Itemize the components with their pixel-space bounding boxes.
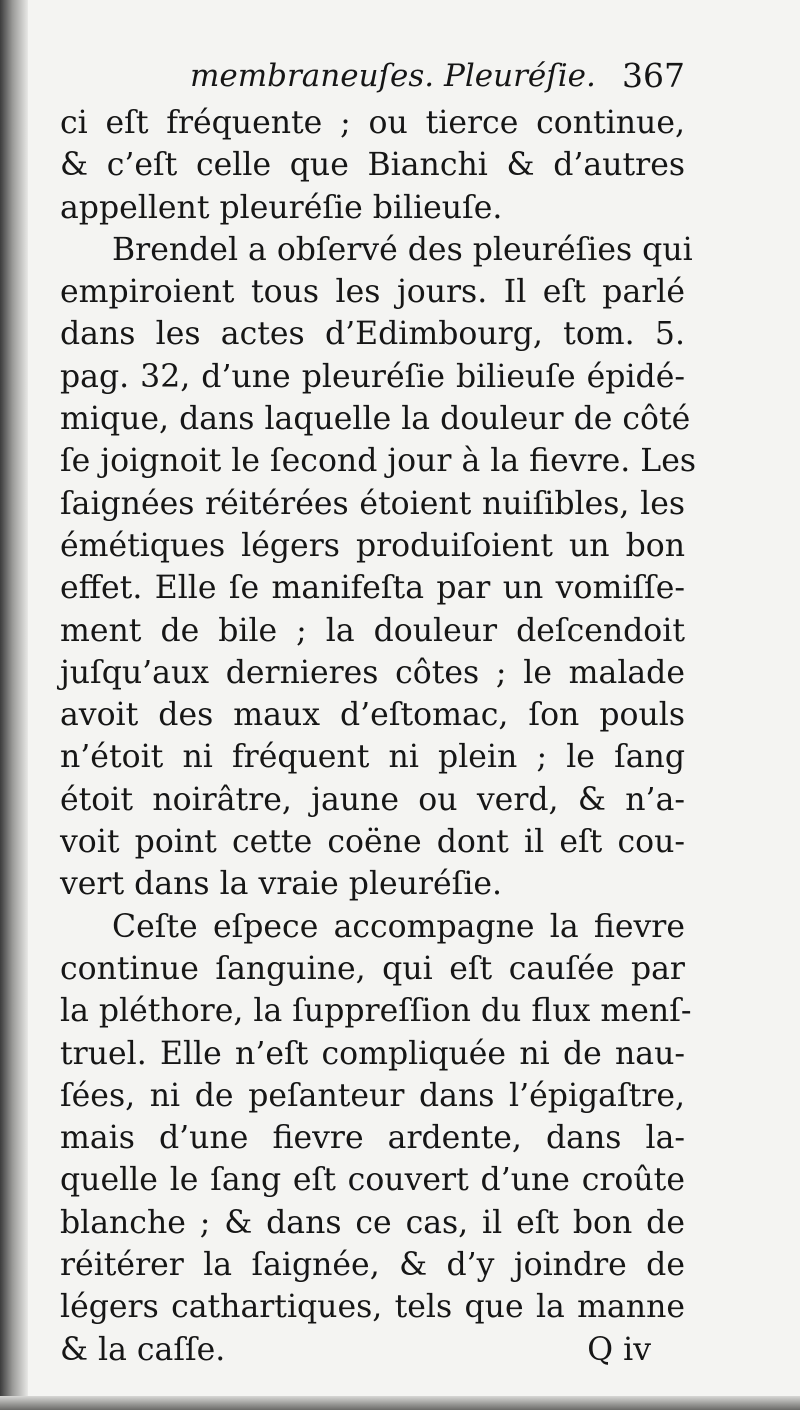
final-line bbox=[60, 1329, 685, 1371]
text-line: ſe joignoit le ſecond jour à la fievre. Les bbox=[60, 443, 697, 480]
last-text: & la caſſe. bbox=[60, 1331, 226, 1368]
text-line: mais d’une fievre ardente, dans la- bbox=[60, 1120, 685, 1157]
text-line: ci eſt fréquente ; ou tierce continue, bbox=[60, 105, 685, 141]
text-line: vert dans la vraie pleuréſie. bbox=[60, 866, 503, 903]
text-line: appellent pleuréſie bilieuſe. bbox=[60, 189, 503, 226]
running-header bbox=[60, 44, 685, 102]
text-line: empiroient tous les jours. Il eſt parlé bbox=[60, 274, 685, 311]
text-line: effet. Elle ſe manifeſta par un vomiſſe- bbox=[60, 570, 685, 607]
body-text bbox=[60, 102, 697, 1371]
text-line: ſaignées réitérées étoient nuiſibles, les bbox=[60, 485, 685, 522]
text-line: émétiques légers produiſoient un bon bbox=[60, 527, 685, 564]
text-line: mique, dans laquelle la douleur de côté bbox=[60, 401, 691, 438]
page-gutter-shadow bbox=[0, 0, 28, 1410]
page-bottom-shadow bbox=[0, 1396, 800, 1410]
signature-mark: Q iv bbox=[587, 1331, 651, 1368]
paragraph-start-line: Ceſte eſpece accompagne la fievre bbox=[112, 908, 685, 945]
text-line: & c’eſt celle que Bianchi & d’autres bbox=[60, 147, 685, 184]
text-line: pag. 32, d’une pleuréſie bilieuſe épidé- bbox=[60, 358, 685, 395]
text-line: ſées, ni de peſanteur dans l’épigaſtre, bbox=[60, 1077, 685, 1114]
text-line: voit point cette coëne dont il eſt cou- bbox=[60, 824, 685, 861]
running-title: membraneuſes. Pleuréſie. bbox=[190, 58, 596, 94]
text-line: étoit noirâtre, jaune ou verd, & n’a- bbox=[60, 781, 685, 818]
paragraph-start-line: Brendel a obſervé des pleuréſies qui bbox=[112, 231, 693, 268]
text-line: dans les actes d’Edimbourg, tom. 5. bbox=[60, 316, 685, 353]
text-line: légers cathartiques, tels que la manne bbox=[60, 1289, 685, 1326]
text-line: juſqu’aux dernieres côtes ; le malade bbox=[60, 654, 685, 691]
text-line: n’étoit ni fréquent ni plein ; le ſang bbox=[60, 739, 685, 776]
text-line: continue ſanguine, qui eſt cauſée par bbox=[60, 950, 685, 987]
text-line: truel. Elle n’eſt compliquée ni de nau- bbox=[60, 1035, 685, 1072]
text-line: avoit des maux d’eſtomac, ſon pouls bbox=[60, 697, 685, 734]
text-line: quelle le ſang eſt couvert d’une croûte bbox=[60, 1162, 685, 1199]
text-line: la pléthore, la ſuppreſſion du flux menſ- bbox=[60, 993, 692, 1030]
text-line: réitérer la ſaignée, & d’y joindre de bbox=[60, 1247, 685, 1284]
text-line: ment de bile ; la douleur deſcendoit bbox=[60, 612, 685, 649]
page-number: 367 bbox=[622, 56, 685, 95]
text-block bbox=[60, 44, 697, 1371]
text-line: blanche ; & dans ce cas, il eſt bon de bbox=[60, 1204, 685, 1241]
